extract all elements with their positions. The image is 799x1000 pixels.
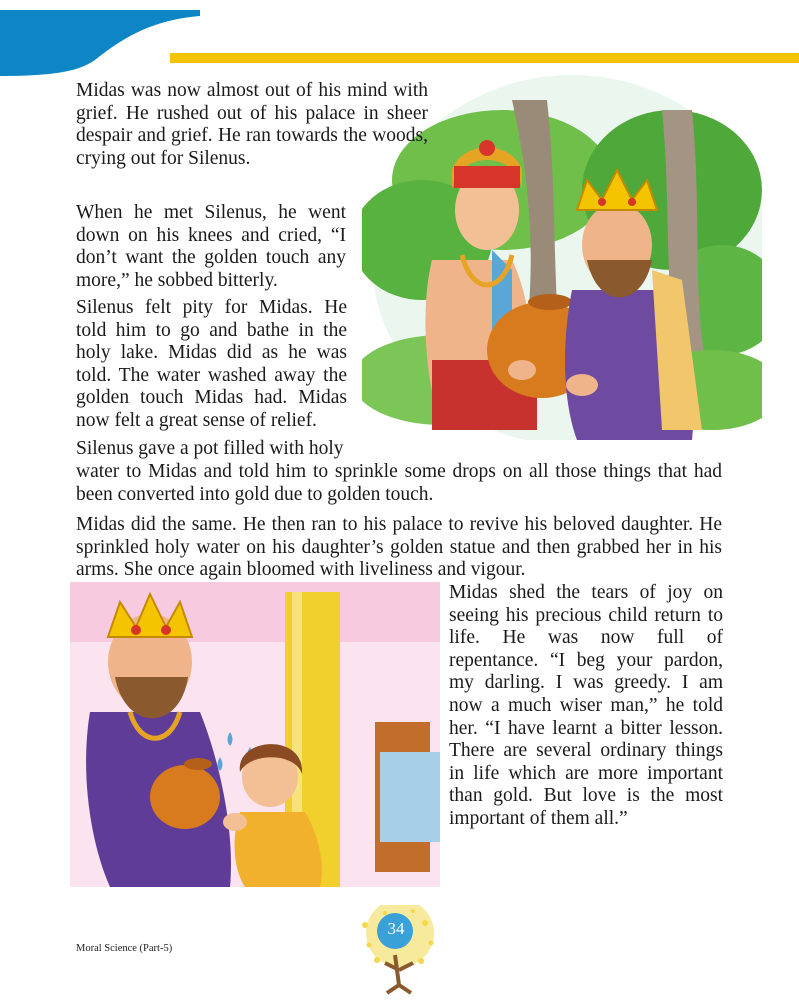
paragraph-4-rest: water to Midas and told him to sprinkle some drops on all those things that had been converted into gold due to golden touch.	[76, 461, 722, 505]
paragraph-4-start: Silenus gave a pot filled with holy	[76, 438, 344, 459]
text-block-right	[449, 582, 723, 839]
page-number: 34	[387, 919, 405, 938]
text-block-full	[76, 461, 722, 590]
text-block-top	[76, 80, 428, 178]
paragraph-6: Midas shed the tears of joy on seeing his precious child return to life. He was now full of repentance. “I beg your pardon, my darling. I was greedy. I am now a much wiser man,” he told her. “I have learnt a bitter lesson. There are several ordinary things in life which are more important than gold. But love is the most important of them all.”	[449, 582, 723, 829]
book-title: Moral Science (Part-5)	[76, 943, 173, 954]
paragraph-1: Midas was now almost out of his mind with grief. He rushed out of his palace in sheer despair and grief. He ran towards the woods, crying out for Silenus.	[76, 80, 428, 169]
header-yellow-stripe	[170, 53, 799, 63]
paragraph-5: Midas did the same. He then ran to his palace to revive his beloved daughter. He sprinkled holy water on his daughter’s golden statue and then grabbed her in his arms. She once again bloomed with liveliness and vigour.	[76, 514, 722, 581]
paragraph-3: Silenus felt pity for Midas. He told him to go and bathe in the holy lake. Midas did as he was told. The water washed away the golden touch Midas had. Midas now felt a great sense of relief.	[76, 297, 347, 431]
text-block-mid2	[76, 297, 347, 441]
illustration-midas-daughter	[70, 582, 440, 887]
header-blue-shape	[0, 10, 200, 76]
paragraph-2: When he met Silenus, he went down on his knees and cried, “I don’t want the golden touch any more,” he sobbed bitterly.	[76, 202, 346, 291]
text-block-mid1	[76, 202, 346, 300]
header-band	[0, 0, 799, 80]
paragraph-4-first-line	[76, 438, 386, 461]
